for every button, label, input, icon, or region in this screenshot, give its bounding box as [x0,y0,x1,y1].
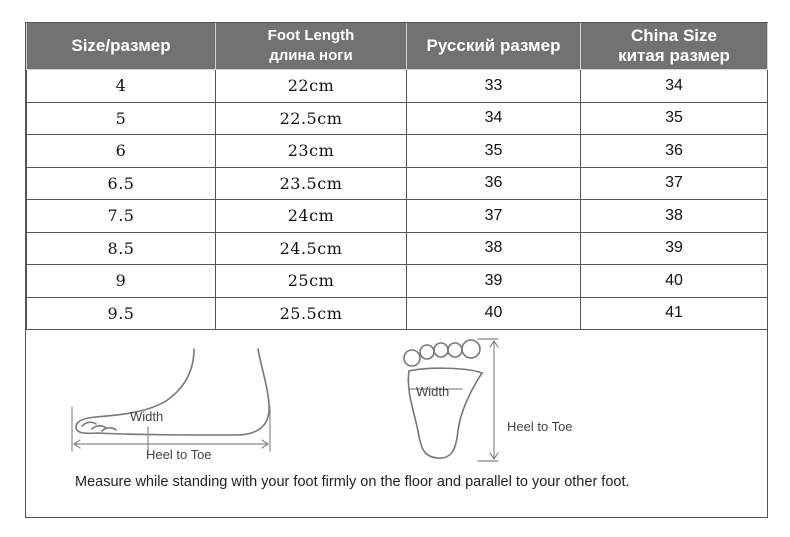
measuring-caption: Measure while standing with your foot firmly on the floor and parallel to your other foot. [75,474,630,490]
cell-china-size: 37 [581,167,768,200]
header-foot-length: Foot Length длина ноги [216,23,407,70]
cell-china-size: 34 [581,70,768,103]
table-row [27,70,768,103]
cell-foot-length: 23cm [216,135,407,168]
side-length-label: Heel to Toe [146,447,212,462]
table-row [27,265,768,298]
foot-sole-view-icon [404,339,498,461]
cell-size: 9 [27,265,216,298]
cell-russian-size: 40 [407,297,581,330]
header-russian-size: Русский размер [407,23,581,70]
cell-foot-length: 23.5cm [216,167,407,200]
cell-foot-length: 24.5cm [216,232,407,265]
header-china-size: China Size китая размер [581,23,768,70]
cell-russian-size: 36 [407,167,581,200]
cell-foot-length: 25.5cm [216,297,407,330]
cell-foot-length: 25cm [216,265,407,298]
sole-length-label: Heel to Toe [507,419,573,434]
table-row [27,102,768,135]
cell-size: 5 [27,102,216,135]
cell-foot-length: 22cm [216,70,407,103]
cell-china-size: 35 [581,102,768,135]
cell-size: 7.5 [27,200,216,233]
cell-russian-size: 35 [407,135,581,168]
cell-size: 6 [27,135,216,168]
cell-china-size: 38 [581,200,768,233]
size-table [26,23,768,330]
table-row [27,232,768,265]
cell-russian-size: 34 [407,102,581,135]
cell-russian-size: 37 [407,200,581,233]
cell-foot-length: 24cm [216,200,407,233]
table-header-row [27,23,768,70]
cell-china-size: 40 [581,265,768,298]
cell-size: 8.5 [27,232,216,265]
sole-width-label: Width [416,384,450,399]
cell-russian-size: 38 [407,232,581,265]
measuring-guide [26,331,767,517]
cell-china-size: 36 [581,135,768,168]
cell-russian-size: 33 [407,70,581,103]
side-width-label: Width [130,409,164,424]
size-chart-sheet [25,22,768,518]
table-row [27,135,768,168]
table-row [27,200,768,233]
table-row [27,167,768,200]
header-size: Size/размер [27,23,216,70]
cell-size: 6.5 [27,167,216,200]
cell-china-size: 41 [581,297,768,330]
cell-foot-length: 22.5cm [216,102,407,135]
cell-china-size: 39 [581,232,768,265]
cell-russian-size: 39 [407,265,581,298]
foot-side-view-icon [72,349,270,453]
cell-size: 9.5 [27,297,216,330]
table-row [27,297,768,330]
cell-size: 4 [27,70,216,103]
